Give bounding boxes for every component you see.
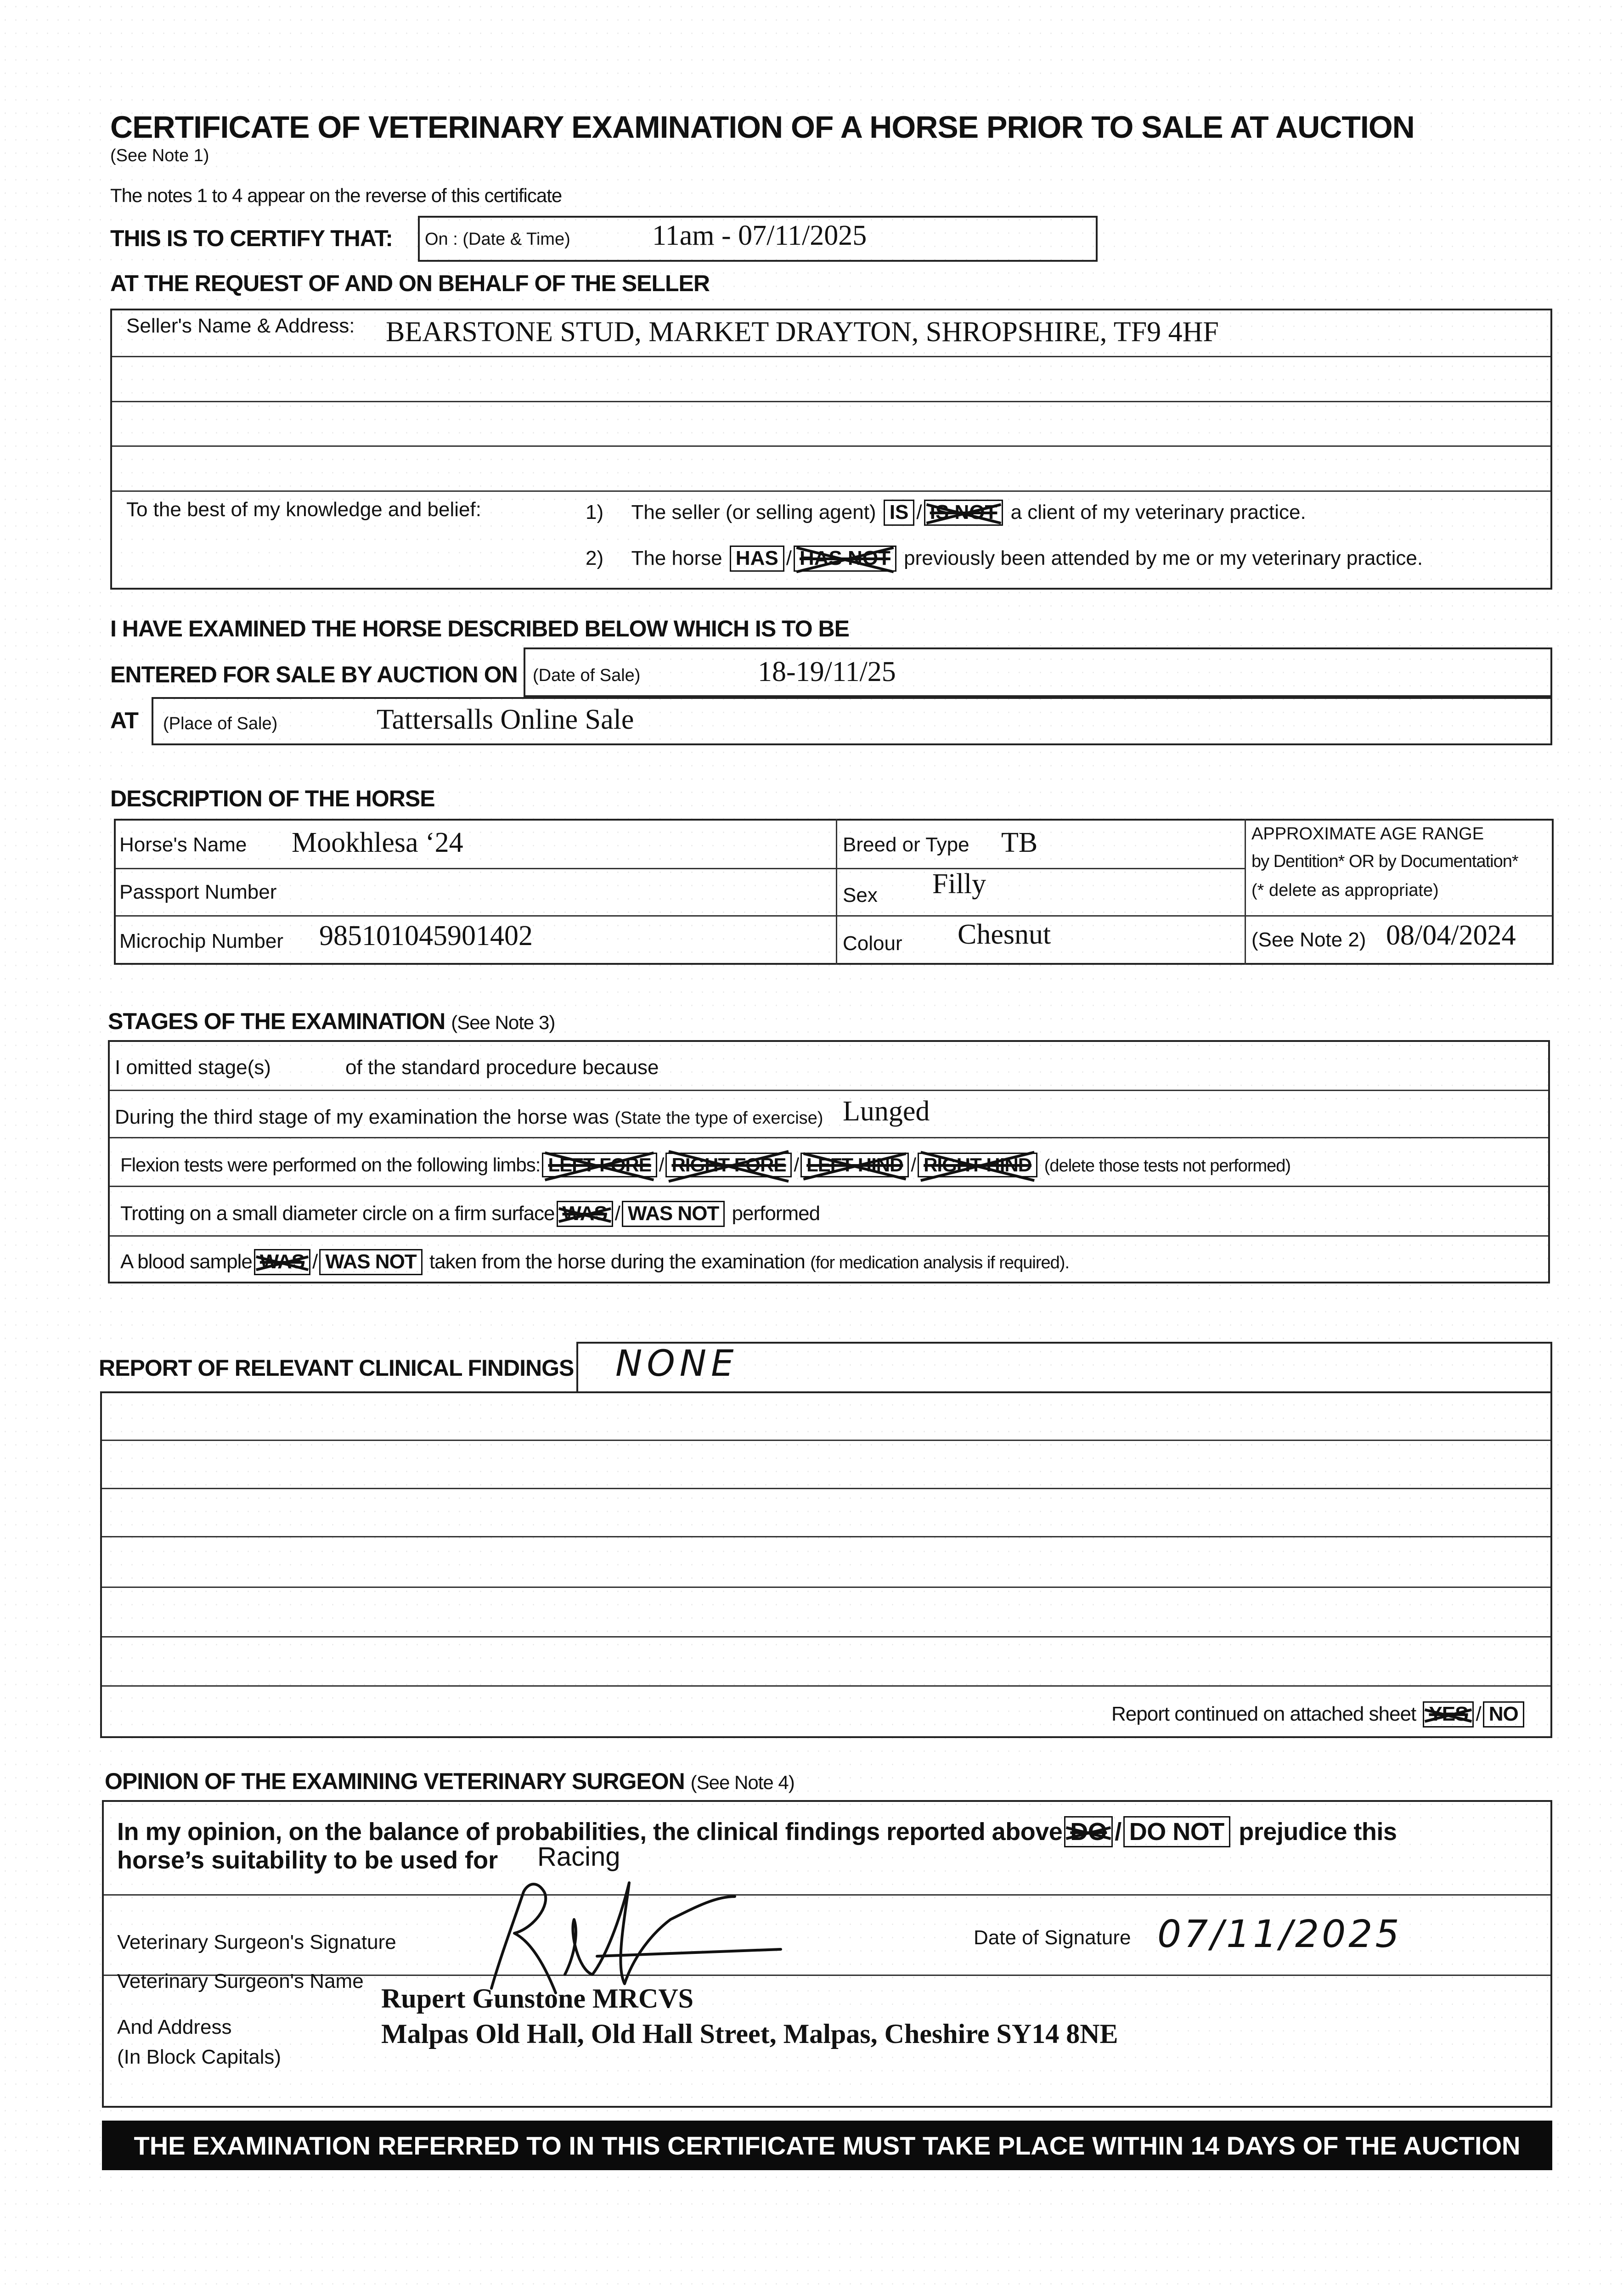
statement-2 <box>586 546 1423 572</box>
findings-line-3 <box>102 1536 1550 1537</box>
footer-text: THE EXAMINATION REFERRED TO IN THIS CERTIFICATE MUST TAKE PLACE WITHIN 14 DAYS OF THE AUCTION <box>134 2131 1521 2160</box>
block-capitals-label: (In Block Capitals) <box>117 2046 282 2068</box>
statement-1-text: The seller (or selling agent) <box>631 501 876 523</box>
client-is-option: IS <box>884 500 915 526</box>
stages-row-line-2 <box>110 1137 1548 1138</box>
horse-name-label: Horse's Name <box>119 833 247 856</box>
colour-label: Colour <box>843 932 902 955</box>
request-label: AT THE REQUEST OF AND ON BEHALF OF THE SELLER <box>110 270 710 296</box>
vet-name-value: Rupert Gunstone MRCVS <box>381 1983 694 2014</box>
entered-heading: ENTERED FOR SALE BY AUCTION ON <box>110 662 518 687</box>
blood-row <box>120 1249 1069 1275</box>
stages-heading-note: (See Note 3) <box>451 1012 555 1033</box>
trot-tail: performed <box>732 1202 820 1225</box>
third-stage-note: (State the type of exercise) <box>614 1109 823 1128</box>
examined-heading: I HAVE EXAMINED THE HORSE DESCRIBED BELOW WHICH IS TO BE <box>110 616 849 642</box>
footer-banner <box>102 2121 1552 2170</box>
trot-row <box>120 1201 820 1227</box>
trot-separator: / <box>614 1202 620 1225</box>
omitted-label-a: I omitted stage(s) <box>115 1056 271 1079</box>
age-row-line <box>1245 915 1552 917</box>
opinion-text-line-1 <box>117 1816 1397 1847</box>
statement-2-tail: previously been attended by me or my veterinary practice. <box>904 547 1423 569</box>
horse-has-not-option: HAS NOT <box>794 546 896 572</box>
horse-table-divider-1 <box>836 819 837 965</box>
trot-label: Trotting on a small diameter circle on a firm surface <box>120 1202 555 1225</box>
findings-line-1 <box>102 1440 1550 1441</box>
sale-date-label: (Date of Sale) <box>533 666 641 685</box>
horse-has-option: HAS <box>730 546 784 572</box>
name-label: Veterinary Surgeon's Name <box>117 1970 364 1992</box>
blood-was-option: WAS <box>254 1249 310 1275</box>
client-is-not-option: IS NOT <box>924 500 1003 526</box>
third-stage-row <box>115 1106 823 1129</box>
microchip-value: 985101045901402 <box>319 920 533 951</box>
flexion-row <box>120 1153 1291 1177</box>
stages-heading <box>108 1008 555 1035</box>
flex-right-fore: RIGHT FORE <box>665 1153 792 1177</box>
statement-1-tail: a client of my veterinary practice. <box>1010 501 1306 523</box>
date-time-value: 11am - 07/11/2025 <box>652 220 867 251</box>
breed-label: Breed or Type <box>843 833 969 856</box>
statement-1 <box>586 500 1306 526</box>
date-time-label: On : (Date & Time) <box>425 230 570 249</box>
vet-address-value: Malpas Old Hall, Old Hall Street, Malpas, Cheshire SY14 8NE <box>381 2019 1118 2049</box>
blood-tail: taken from the horse during the examination <box>429 1250 805 1273</box>
microchip-label: Microchip Number <box>119 930 283 952</box>
opinion-line-1 <box>104 1894 1550 1896</box>
continued-row <box>1111 1701 1526 1728</box>
continued-yes-option: YES <box>1423 1701 1474 1728</box>
date-signature-label: Date of Signature <box>974 1926 1131 1949</box>
flex-separator-3: / <box>911 1154 916 1176</box>
third-stage-value: Lunged <box>843 1096 930 1127</box>
horse-table-divider-2 <box>1245 819 1246 965</box>
findings-heading: REPORT OF RELEVANT CLINICAL FINDINGS <box>99 1355 574 1381</box>
age-title: APPROXIMATE AGE RANGE <box>1251 824 1484 844</box>
sale-place-label: (Place of Sale) <box>163 714 278 733</box>
age-delete-note: (* delete as appropriate) <box>1251 881 1439 900</box>
sale-place-value: Tattersalls Online Sale <box>377 704 634 735</box>
age-by: by Dentition* OR by Documentation* <box>1251 852 1518 871</box>
blood-separator: / <box>312 1250 318 1273</box>
opinion-separator: / <box>1115 1818 1121 1846</box>
stages-heading-text: STAGES OF THE EXAMINATION <box>108 1008 445 1034</box>
continued-separator: / <box>1476 1703 1481 1725</box>
knowledge-label: To the best of my knowledge and belief: <box>126 498 481 521</box>
blood-label: A blood sample <box>120 1250 252 1273</box>
flexion-label: Flexion tests were performed on the following limbs: <box>120 1154 541 1176</box>
colour-value: Chesnut <box>958 919 1051 950</box>
seller-line-2 <box>112 401 1550 402</box>
trot-was-not-option: WAS NOT <box>622 1201 725 1227</box>
age-value: 08/04/2024 <box>1386 920 1516 951</box>
statement-2-text: The horse <box>631 547 722 569</box>
opinion-text-b: prejudice this <box>1239 1818 1397 1846</box>
horse-row-line-2 <box>116 915 1245 917</box>
findings-line-2 <box>102 1488 1550 1489</box>
opinion-heading <box>105 1768 795 1795</box>
seller-line-1 <box>112 356 1550 357</box>
stages-row-line-1 <box>110 1090 1548 1091</box>
notes-line: The notes 1 to 4 appear on the reverse of this certificate <box>110 185 562 206</box>
horse-row-line-1 <box>116 868 1245 869</box>
horse-name-value: Mookhlesa ‘24 <box>292 827 463 858</box>
third-stage-label: During the third stage of my examination the horse was <box>115 1106 609 1128</box>
see-note-1: (See Note 1) <box>110 146 209 165</box>
stages-row-line-4 <box>110 1235 1548 1237</box>
blood-was-not-option: WAS NOT <box>319 1249 422 1275</box>
continued-label: Report continued on attached sheet <box>1111 1703 1416 1725</box>
address-label: And Address <box>117 2016 232 2038</box>
omitted-label-b: of the standard procedure because <box>345 1056 659 1079</box>
opinion-do-option: DO <box>1064 1816 1113 1847</box>
flex-separator-2: / <box>794 1154 799 1176</box>
sex-label: Sex <box>843 884 878 906</box>
statement-1-separator: / <box>916 501 922 523</box>
statement-2-separator: / <box>786 547 792 569</box>
flex-left-fore: LEFT FORE <box>542 1153 657 1177</box>
trot-was-option: WAS <box>557 1201 613 1227</box>
opinion-text-c: horse’s suitability to be used for <box>117 1846 498 1874</box>
at-label: AT <box>110 708 138 733</box>
age-note: (See Note 2) <box>1251 929 1366 951</box>
blood-note: (for medication analysis if required). <box>810 1253 1070 1272</box>
date-signature-value: 07/11/2025 <box>1157 1913 1402 1956</box>
certify-label: THIS IS TO CERTIFY THAT: <box>110 225 393 251</box>
stages-row-line-3 <box>110 1186 1548 1187</box>
sale-place-box <box>152 697 1552 745</box>
opinion-heading-text: OPINION OF THE EXAMINING VETERINARY SURGEON <box>105 1768 685 1794</box>
flex-right-hind: RIGHT HIND <box>918 1153 1037 1177</box>
page-title: CERTIFICATE OF VETERINARY EXAMINATION OF A HORSE PRIOR TO SALE AT AUCTION <box>110 110 1414 145</box>
seller-line-4 <box>112 490 1550 492</box>
seller-label: Seller's Name & Address: <box>126 315 355 337</box>
flex-separator-1: / <box>659 1154 664 1176</box>
findings-line-6 <box>102 1685 1550 1687</box>
breed-value: TB <box>1001 827 1038 858</box>
flex-note: (delete those tests not performed) <box>1044 1156 1291 1176</box>
findings-value: NONE <box>615 1343 738 1384</box>
sale-date-box <box>524 647 1552 697</box>
opinion-use-value: Racing <box>537 1842 620 1872</box>
sale-date-value: 18-19/11/25 <box>758 656 896 687</box>
opinion-do-not-option: DO NOT <box>1123 1816 1230 1847</box>
opinion-heading-note: (See Note 4) <box>690 1772 795 1793</box>
passport-label: Passport Number <box>119 881 277 903</box>
findings-line-4 <box>102 1587 1550 1588</box>
sex-value: Filly <box>932 868 986 900</box>
seller-line-3 <box>112 445 1550 447</box>
horse-heading: DESCRIPTION OF THE HORSE <box>110 786 435 811</box>
statement-2-number: 2) <box>586 547 604 569</box>
opinion-text-a: In my opinion, on the balance of probabilities, the clinical findings reported above <box>117 1818 1063 1846</box>
seller-value: BEARSTONE STUD, MARKET DRAYTON, SHROPSHIRE, TF9 4HF <box>386 316 1219 348</box>
findings-line-5 <box>102 1636 1550 1638</box>
continued-no-option: NO <box>1483 1701 1524 1728</box>
signature-label: Veterinary Surgeon's Signature <box>117 1931 396 1953</box>
statement-1-number: 1) <box>586 501 604 523</box>
flex-left-hind: LEFT HIND <box>800 1153 909 1177</box>
